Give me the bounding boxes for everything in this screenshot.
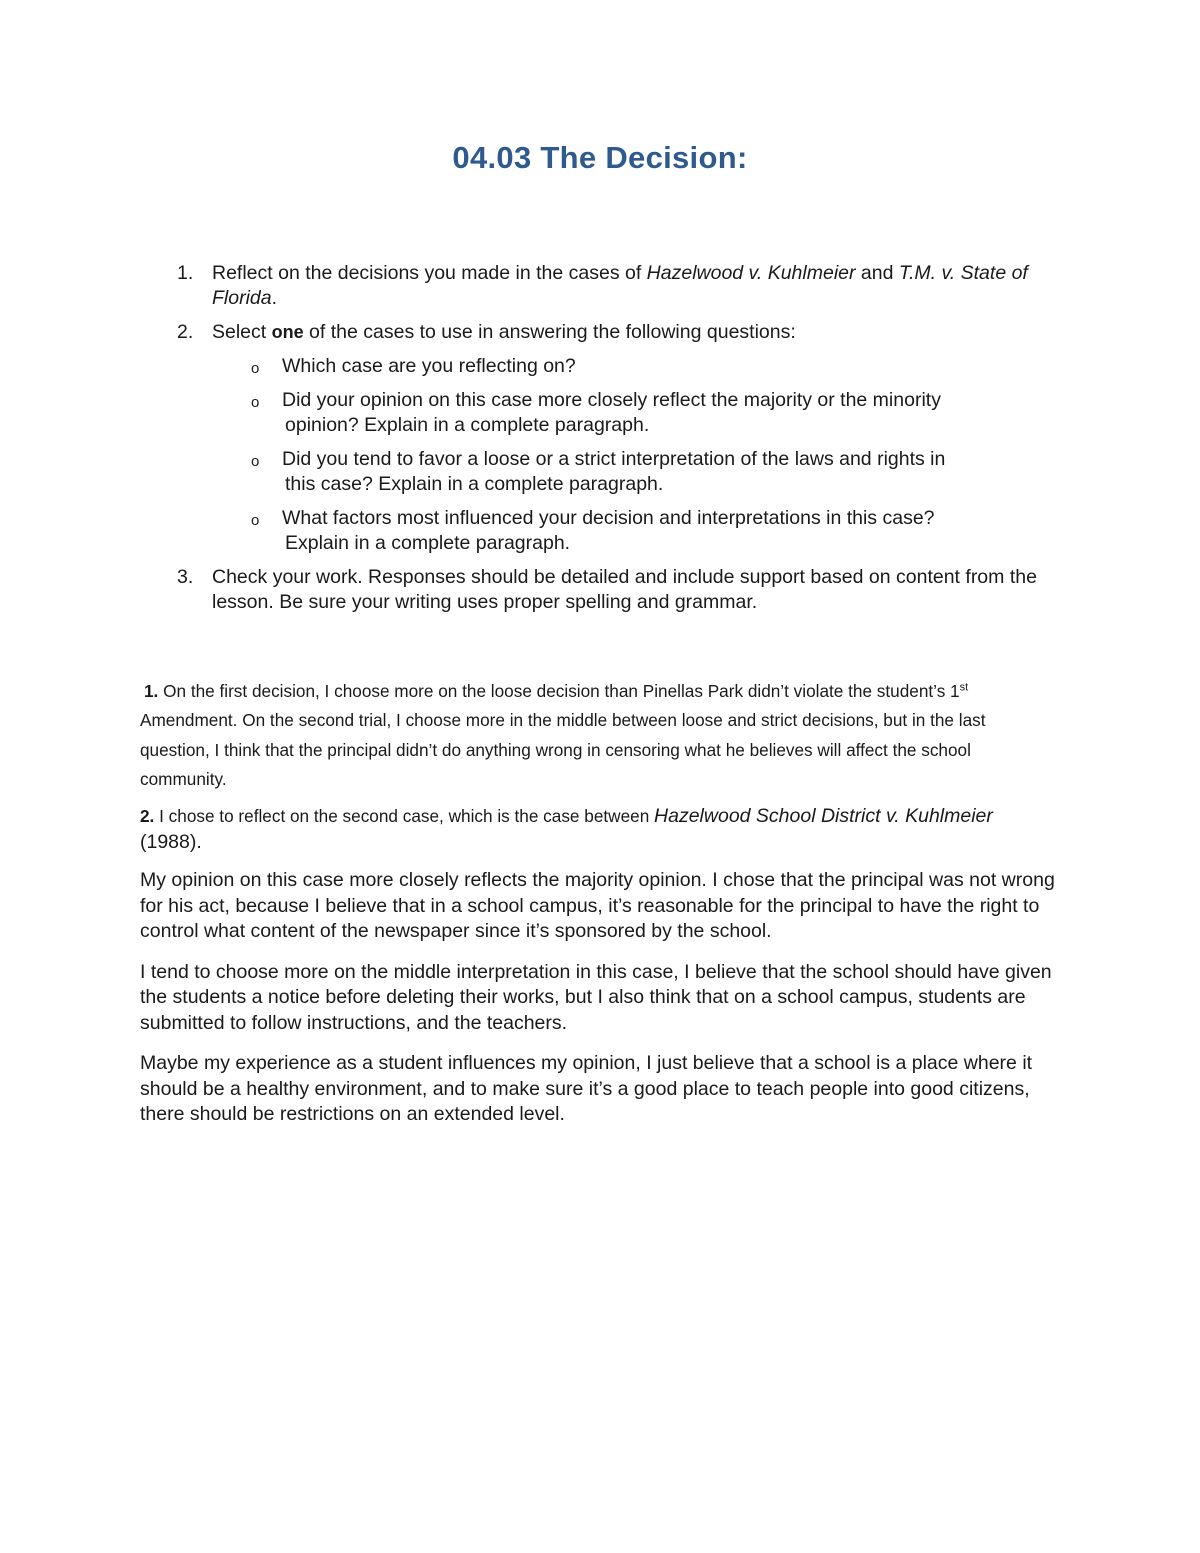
sub-question-text: Explain in a complete paragraph.	[285, 532, 571, 554]
answer-paragraph-1	[140, 677, 1060, 794]
answers-section	[140, 677, 1060, 1143]
item-text: of the cases to use in answering the following questions:	[303, 321, 796, 343]
sub-question	[140, 354, 1040, 379]
sub-question-text: Did you tend to favor a loose or a strict interpretation of the laws and rights in	[282, 448, 946, 470]
answer-number: 1.	[144, 681, 159, 701]
case-name: Hazelwood v. Kuhlmeier	[646, 262, 856, 284]
superscript: st	[959, 681, 969, 694]
case-name: T.M. v. State of Florida	[212, 262, 1028, 309]
answer-text: Amendment. On the second trial, I choose more in the middle between loose and strict decisions, but in the last question, I think that the principal didn’t do anything wrong in censoring what he believes will affect the school community.	[140, 710, 986, 789]
sub-question-text: Which case are you reflecting on?	[282, 355, 576, 377]
answer-paragraph-5: Maybe my experience as a student influences my opinion, I just believe that a school is a place where it should be a healthy environment, and to make sure it’s a good place to teach people into good citizens, there should be restrictions on an extended level.	[140, 1052, 1033, 1126]
answer-paragraph-3: My opinion on this case more closely reflects the majority opinion. I chose that the principal was not wrong for his act, because I believe that in a school campus, it’s reasonable for the principal to have the right to control what content of the newspaper since it’s sponsored by the school.	[140, 869, 1055, 943]
answer-paragraph-2	[140, 804, 1060, 856]
page-title: 04.03 The Decision:	[452, 140, 748, 175]
sub-question-text: Did your opinion on this case more closely reflect the majority or the minority	[282, 389, 941, 411]
sub-question	[140, 447, 1040, 497]
item-number: 1.	[177, 262, 194, 284]
sub-question-text: opinion? Explain in a complete paragraph.	[285, 414, 650, 436]
instruction-item-2	[140, 320, 1040, 345]
instructions-list	[140, 261, 1040, 624]
sub-question	[140, 506, 1040, 556]
item-text: Reflect on the decisions you made in the cases of	[212, 262, 647, 284]
answer-number: 2.	[140, 806, 155, 827]
item-number: 3.	[177, 566, 194, 588]
item-text: Select	[212, 321, 272, 343]
bullet-icon: o	[251, 394, 260, 411]
answer-paragraph-4: I tend to choose more on the middle interpretation in this case, I believe that the school should have given the students a notice before deleting their works, but I also think that on a school campus, students are submitted to follow instructions, and the teachers.	[140, 960, 1052, 1034]
answer-text: (1988).	[140, 831, 202, 854]
emphasis-text: one	[271, 322, 304, 342]
instruction-item-1	[140, 261, 1040, 311]
instruction-item-3	[140, 565, 1040, 615]
bullet-icon: o	[251, 512, 260, 529]
answer-text: I chose to reflect on the second case, which is the case between	[154, 806, 655, 827]
bullet-icon: o	[251, 453, 260, 470]
item-text: .	[271, 287, 278, 309]
item-text: Check your work. Responses should be detailed and include support based on content from the lesson. Be sure your writing uses proper spelling and grammar.	[212, 566, 1037, 613]
case-name: Hazelwood School District v. Kuhlmeier	[654, 805, 993, 828]
answer-text: On the first decision, I choose more on the loose decision than Pinellas Park didn’t violate the student’s 1	[158, 681, 960, 701]
item-text: and	[855, 262, 899, 284]
item-number: 2.	[177, 321, 194, 343]
sub-question-text: this case? Explain in a complete paragraph.	[285, 473, 664, 495]
sub-question	[140, 388, 1040, 438]
bullet-icon: o	[251, 360, 260, 377]
sub-question-text: What factors most influenced your decision and interpretations in this case?	[282, 507, 935, 529]
